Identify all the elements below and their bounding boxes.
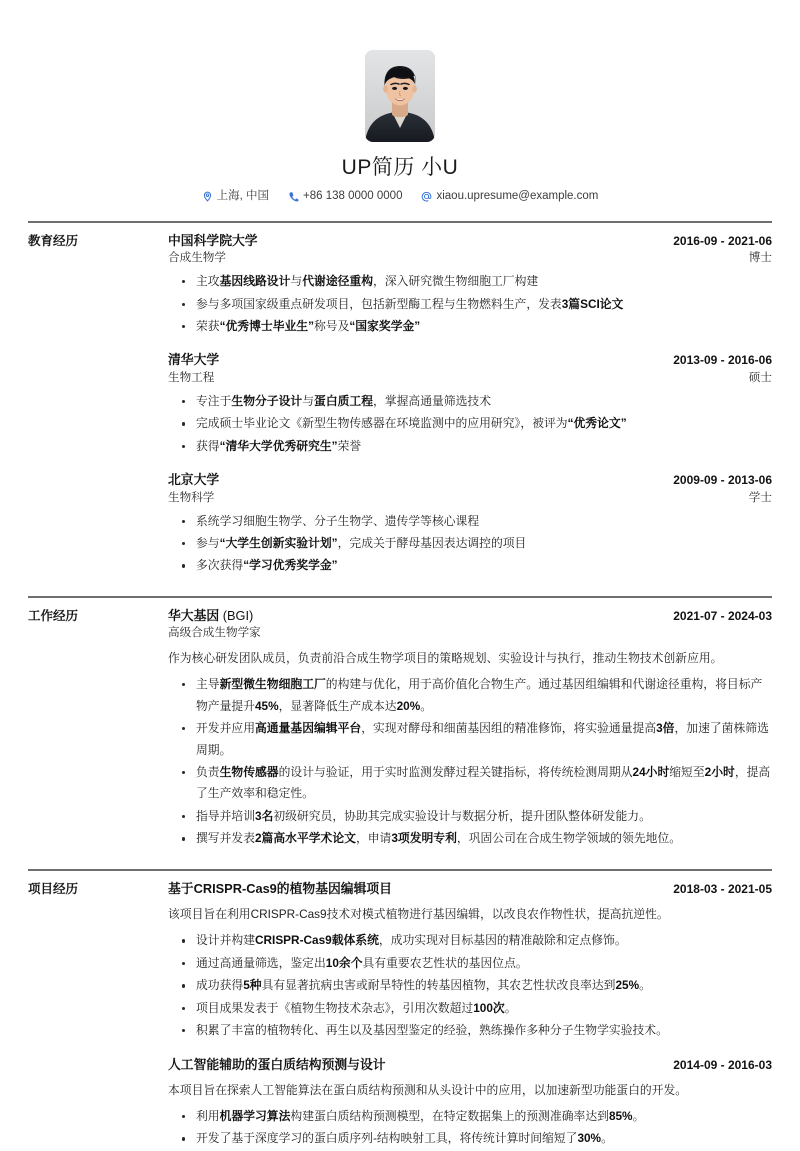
contact-phone [288,191,402,203]
entry-subtitle: 生物科学 [168,490,215,504]
list-item: 利用机器学习算法构建蛋白质结构预测模型，在特定数据集上的预测准确率达到85%。 [168,1106,772,1127]
list-item: 成功获得5种具有显著抗病虫害或耐旱特性的转基因植物，其农艺性状改良率达到25%。 [168,975,772,996]
section-2 [28,869,772,1151]
list-item: 荣获“优秀博士毕业生”称号及“国家奖学金” [168,316,772,337]
list-item: 获得“清华大学优秀研究生”荣誉 [168,436,772,457]
entry-title-row [168,880,772,899]
entry-bullet-list [168,271,772,337]
section-divider [28,869,772,871]
entry-title: 基于CRISPR-Cas9的植物基因编辑项目 [168,880,392,896]
avatar [365,50,435,142]
entry-date: 2018-03 - 2021-05 [673,881,772,896]
contact-location [202,191,269,203]
entry-subtitle: 合成生物学 [168,251,226,265]
list-item: 系统学习细胞生物学、分子生物学、遗传学等核心课程 [168,511,772,532]
section-divider [28,221,772,223]
entry-title: 清华大学 [168,352,220,368]
entry-subtitle-row [168,490,772,507]
list-item: 参与“大学生创新实验计划”，完成关于酵母基因表达调控的项目 [168,533,772,554]
location-pin-icon [202,191,213,202]
entry-date: 2021-07 - 2024-03 [673,608,772,623]
page-title: UP简历 小U [341,156,459,179]
contact-phone-text: +86 138 0000 0000 [303,190,403,203]
contact-email-text: xiaou.upresume@example.com [436,190,599,203]
entry-title-row [168,607,772,626]
entry-degree: 博士 [748,251,772,265]
entry-bullet-list [168,930,772,1041]
list-item: 通过高通量筛选，鉴定出10余个具有重要农艺性状的基因位点。 [168,953,772,974]
phone-icon [288,191,299,202]
entry-subtitle-row [168,370,772,387]
entry-title-row [168,471,772,490]
entry [168,351,772,457]
resume-header [28,0,772,203]
entry [168,471,772,577]
entry-degree: 硕士 [748,370,772,384]
section-content [168,880,772,1151]
entry-title: 中国科学院大学 [168,232,258,248]
list-item: 负责生物传感器的设计与验证，用于实时监测发酵过程关键指标，将传统检测周期从24小时缩短至2小时，提高了生产效率和稳定性。 [168,762,772,805]
section-1 [28,596,772,851]
list-item: 开发了基于深度学习的蛋白质序列-结构映射工具，将传统计算时间缩短了30%。 [168,1128,772,1149]
entry-title: 人工智能辅助的蛋白质结构预测与设计 [168,1056,386,1072]
section-body [28,232,772,578]
entry-title-row [168,1056,772,1075]
entry [168,232,772,338]
list-item: 专注于生物分子设计与蛋白质工程，掌握高通量筛选技术 [168,391,772,412]
entry-subtitle-row [168,250,772,267]
section-label: 项目经历 [28,881,79,896]
list-item: 多次获得“学习优秀奖学金” [168,555,772,576]
email-icon [421,191,432,202]
contact-email [421,191,598,203]
entry [168,880,772,1042]
entry-bullet-list [168,1106,772,1150]
entry-subtitle: 生物工程 [168,370,215,384]
entry-title: 北京大学 [168,472,220,488]
entry-title: 华大基因 (BGI) [168,607,254,623]
entry-bullet-list [168,511,772,577]
section-body [28,880,772,1151]
entry-description: 本项目旨在探索人工智能算法在蛋白质结构预测和从头设计中的应用，以加速新型功能蛋白的开发。 [168,1083,688,1098]
list-item: 主攻基因线路设计与代谢途径重构，深入研究微生物细胞工厂构建 [168,271,772,292]
entry-date: 2009-09 - 2013-06 [673,473,772,488]
entry [168,1056,772,1150]
list-item: 撰写并发表2篇高水平学术论文，申请3项发明专利，巩固公司在合成生物学领域的领先地位。 [168,828,772,849]
list-item: 项目成果发表于《植物生物技术杂志》，引用次数超过100次。 [168,998,772,1019]
section-divider [28,596,772,598]
contact-location-text: 上海, 中国 [216,190,270,203]
entry-bullet-list [168,391,772,457]
entry [168,607,772,850]
list-item: 主导新型微生物细胞工厂的构建与优化，用于高价值化合物生产。通过基因组编辑和代谢途径重构，将目标产物产量提升45%，显著降低生产成本达20%。 [168,674,772,717]
contact-row [28,191,772,203]
entry-subtitle: 高级合成生物学家 [168,626,261,640]
entry-subtitle-row [168,625,772,642]
entry-title-row [168,232,772,251]
entry-title-row [168,351,772,370]
section-content [168,607,772,851]
entry-date: 2014-09 - 2016-03 [673,1057,772,1072]
entry-date: 2016-09 - 2021-06 [673,233,772,248]
section-body [28,607,772,851]
section-label: 教育经历 [28,233,79,248]
section-content [168,232,772,578]
list-item: 积累了丰富的植物转化、再生以及基因型鉴定的经验，熟练操作多种分子生物学实验技术。 [168,1020,772,1041]
portrait-photo-icon [365,50,435,142]
list-item: 完成硕士毕业论文《新型生物传感器在环境监测中的应用研究》，被评为“优秀论文” [168,413,772,434]
entry-description: 作为核心研发团队成员，负责前沿合成生物学项目的策略规划、实验设计与执行，推动生物技术创新应用。 [168,651,723,666]
list-item: 指导并培训3名初级研究员，协助其完成实验设计与数据分析，提升团队整体研发能力。 [168,806,772,827]
section-0 [28,221,772,578]
resume-sections [28,221,772,1151]
list-item: 参与多项国家级重点研发项目，包括新型酶工程与生物燃料生产，发表3篇SCI论文 [168,294,772,315]
entry-date: 2013-09 - 2016-06 [673,353,772,368]
section-label: 工作经历 [28,608,79,623]
entry-bullet-list [168,674,772,850]
list-item: 开发并应用高通量基因编辑平台，实现对酵母和细菌基因组的精准修饰，将实验通量提高3倍，加速了菌株筛选周期。 [168,718,772,761]
list-item: 设计并构建CRISPR-Cas9载体系统，成功实现对目标基因的精准敲除和定点修饰。 [168,930,772,951]
entry-degree: 学士 [748,490,772,504]
entry-description: 该项目旨在利用CRISPR-Cas9技术对模式植物进行基因编辑，以改良农作物性状，提高抗逆性。 [168,907,669,922]
